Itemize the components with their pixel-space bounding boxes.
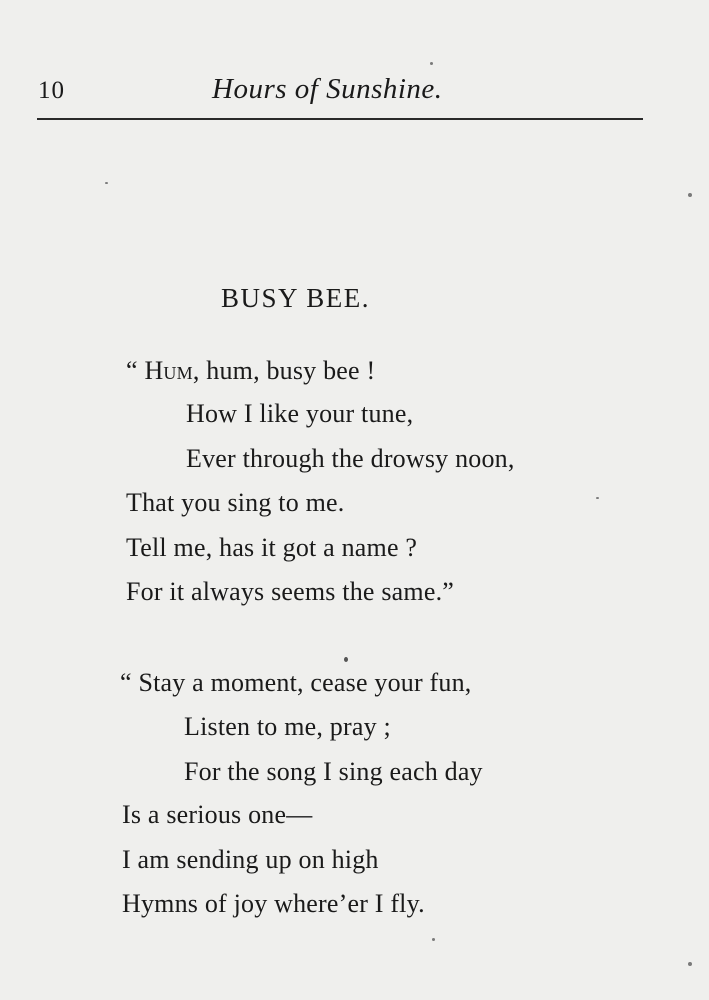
paper-speck bbox=[432, 938, 435, 941]
stanza-2-line-5: I am sending up on high bbox=[122, 845, 379, 874]
stanza-2-line-6: Hymns of joy where’er I fly. bbox=[122, 889, 425, 918]
paper-speck bbox=[430, 62, 433, 65]
stanza-2-line-1: “ Stay a moment, cease your fun, bbox=[120, 668, 472, 697]
paper-speck bbox=[596, 497, 599, 499]
paper-speck bbox=[688, 962, 692, 966]
stanza-1-line-6: For it always seems the same.” bbox=[126, 577, 455, 606]
header-rule bbox=[37, 118, 643, 120]
stanza-2-line-2: Listen to me, pray ; bbox=[184, 712, 391, 741]
small-caps-word: Hum bbox=[144, 356, 193, 385]
opening-quote: “ bbox=[126, 356, 145, 385]
running-title: Hours of Sunshine. bbox=[212, 73, 443, 105]
page-number: 10 bbox=[38, 77, 65, 104]
stanza-2-line-4: Is a serious one— bbox=[122, 800, 313, 829]
stanza-1-line-3: Ever through the drowsy noon, bbox=[186, 444, 515, 473]
stanza-1-line-5: Tell me, has it got a name ? bbox=[126, 533, 418, 562]
stanza-1-line-2: How I like your tune, bbox=[186, 399, 414, 428]
line-remainder: , hum, busy bee ! bbox=[192, 356, 376, 385]
paper-speck bbox=[105, 182, 108, 184]
stanza-1-line-1 bbox=[126, 355, 375, 387]
stanza-2-line-3: For the song I sing each day bbox=[184, 757, 483, 786]
paper-speck bbox=[688, 193, 692, 197]
paper-speck bbox=[344, 657, 348, 662]
poem-title: BUSY BEE. bbox=[221, 283, 371, 313]
running-head bbox=[0, 0, 709, 130]
stanza-1-line-4: That you sing to me. bbox=[126, 488, 345, 517]
